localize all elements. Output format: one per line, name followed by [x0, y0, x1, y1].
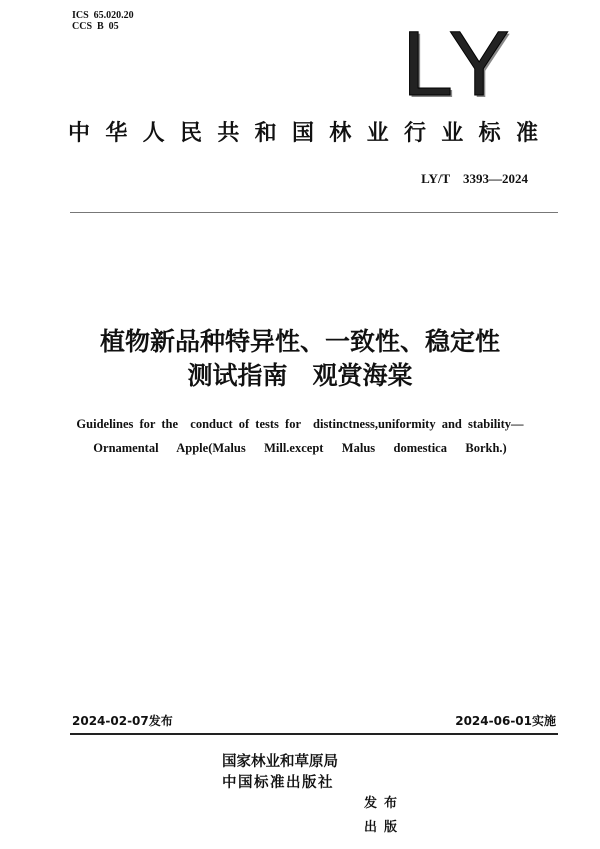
- title-character: 共: [217, 121, 240, 146]
- title-character: 行: [403, 121, 426, 146]
- title-character: 林: [329, 121, 352, 146]
- title-character: 民: [179, 121, 202, 146]
- chinese-title-line-2: 测试指南 观赏海棠: [187, 361, 413, 390]
- date-row: [72, 712, 556, 729]
- ly-logo: LY: [402, 13, 512, 115]
- title-character: 国: [291, 121, 314, 146]
- ics-code: ICS 65.020.20: [72, 10, 134, 21]
- title-character: 标: [478, 121, 501, 146]
- title-character: 和: [254, 121, 277, 146]
- title-character: 人: [142, 121, 165, 146]
- english-title-line-1: Guidelines for the conduct of tests for distinctness,uniformity and stability—: [76, 417, 524, 431]
- title-character: 中: [68, 121, 91, 146]
- classification-codes: [72, 10, 134, 32]
- title-character: 业: [441, 121, 464, 146]
- publisher-roles: [364, 792, 404, 840]
- publishers: [222, 752, 338, 794]
- title-character: 业: [366, 121, 389, 146]
- publisher-issuer: 国家林业和草原局: [222, 754, 338, 770]
- ccs-code: CCS B 05: [72, 21, 119, 32]
- chinese-title: [0, 325, 600, 393]
- title-character: 华: [105, 121, 128, 146]
- english-title: [0, 412, 600, 460]
- chinese-title-line-1: 植物新品种特异性、一致性、稳定性: [99, 327, 500, 356]
- header-divider: [70, 212, 558, 213]
- role-publish: 出版: [364, 820, 405, 835]
- role-issue: 发布: [364, 796, 405, 811]
- publisher-press: 中国标准出版社: [222, 775, 334, 791]
- english-title-line-2: Ornamental Apple(Malus Mill.except Malus domestica Borkh.): [93, 441, 507, 455]
- standard-number: LY/T 3393—2024: [421, 171, 528, 186]
- standard-category-title: [68, 116, 538, 147]
- title-character: 准: [515, 121, 538, 146]
- footer-divider: [70, 733, 558, 735]
- issue-date: 2024-02-07发布: [72, 714, 173, 728]
- implementation-date: 2024-06-01实施: [455, 714, 556, 728]
